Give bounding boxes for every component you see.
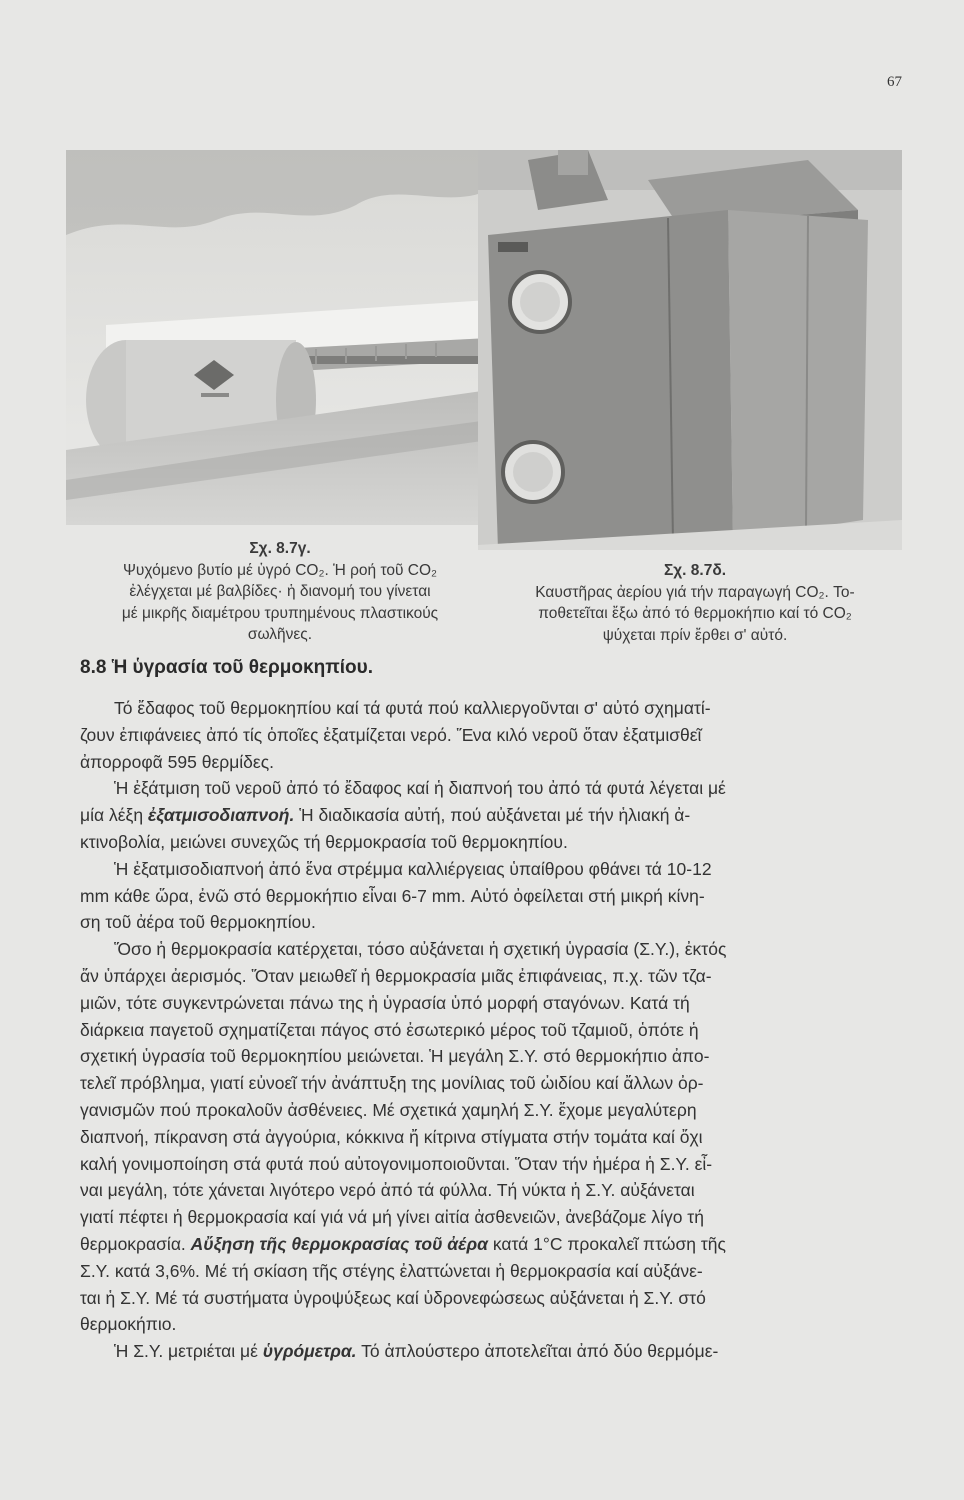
body-line: ἄν ὑπάρχει ἀερισμός. Ὅταν μειωθεῖ ἡ θερμοκρασία μιᾶς ἐπιφάνειας, π.χ. τῶν τζα- [80,965,712,986]
emphasized-term: ἐξατμισοδιαπνοή. [147,805,295,826]
figure-left-photo [66,150,489,525]
caption-line: Ψυχόμενο βυτίο μέ ὑγρό CO₂. Ἡ ροή τοῦ CO₂ [122,561,438,579]
figure-right-caption [505,560,885,646]
body-line [80,1231,920,1258]
tank-photo [66,150,489,525]
body-line: ζουν ἐπιφάνειες ἀπό τίς ὁποῖες ἐξατμίζεται νερό. Ἕνα κιλό νεροῦ ὅταν ἐξατμισθεῖ [80,724,702,745]
body-line [80,1338,920,1365]
body-line: γανισμῶν πού προκαλοῦν ἀσθένειες. Μέ σχετικά χαμηλή Σ.Υ. ἔχομε μεγαλύτερη [80,1099,697,1120]
body-line: καλή γονιμοποίηση στά φυτά πού αὐτογονιμοποιοῦνται. Ὅταν τήν ἡμέρα ἡ Σ.Υ. εἶ- [80,1153,713,1174]
body-line [80,802,920,829]
emphasized-term: Αὔξηση τῆς θερμοκρασίας τοῦ ἀέρα [190,1233,488,1254]
body-line-part: Ἡ Σ.Υ. μετριέται μέ [114,1341,263,1362]
body-line: Τό ἔδαφος τοῦ θερμοκηπίου καί τά φυτά πού καλλιεργοῦνται σ' αὐτό σχηματί- [114,698,711,718]
body-line: θερμοκήπιο. [80,1314,177,1335]
figure-left-label: Σχ. 8.7γ. [249,540,311,557]
body-line-part: κατά 1°C προκαλεῖ πτώση τῆς [487,1233,726,1254]
figure-right-photo [478,150,902,550]
body-line: Ἡ ἐξάτμιση τοῦ νεροῦ ἀπό τό ἔδαφος καί ἡ διαπνοή του ἀπό τά φυτά λέγεται μέ [114,778,726,799]
figure-left-caption [70,538,490,646]
body-line-part: θερμοκρασία. [80,1233,191,1254]
body-line-part: Ἡ διαδικασία αὐτή, πού αὐξάνεται μέ τήν ἡλιακή ἀ- [294,805,691,826]
body-line: Ὅσο ἡ θερμοκρασία κατέρχεται, τόσο αὐξάνεται ἡ σχετική ὑγρασία (Σ.Υ.), ἐκτός [114,939,727,960]
body-line: ἀπορροφᾶ 595 θερμίδες. [80,751,275,772]
body-line: γιατί πέφτει ἡ θερμοκρασία καί γιά νά μή γίνει αἰτία ἀσθενειῶν, ἀνεβάζομε λίγο τή [80,1207,704,1228]
emphasized-term: ὑγρόμετρα. [262,1341,357,1362]
body-line: ση τοῦ ἀέρα τοῦ θερμοκηπίου. [80,912,316,933]
body-line: mm κάθε ὥρα, ἐνῶ στό θερμοκήπιο εἶναι 6-7 mm. Αὐτό ὀφείλεται στή μικρή κίνη- [80,885,705,906]
caption-line: Καυστῆρας ἀερίου γιά τήν παραγωγή CO₂. Το- [535,583,855,601]
body-line-part: μία λέξη [80,805,148,826]
caption-line: σωλῆνες. [247,626,313,643]
body-line: διάρκεια παγετοῦ σχηματίζεται πάγος στό ἐσωτερικό μέρος τοῦ τζαμιοῦ, ὁπότε ἡ [80,1019,699,1040]
body-line: ναι μεγάλη, τότε χάνεται λιγότερο νερό ἀπό τά φύλλα. Τή νύκτα ἡ Σ.Υ. αὐξάνεται [80,1180,695,1201]
section-title: 8.8 Ἡ ὑγρασία τοῦ θερμοκηπίου. [80,657,373,678]
caption-line: ἐλέγχεται μέ βαλβίδες· ἡ διανομή του γίνεται [129,583,431,600]
body-line: μιῶν, τότε συγκεντρώνεται πάνω της ἡ ὑγρασία ὑπό μορφή σταγόνων. Κατά τή [80,992,690,1013]
page-number: 67 [887,74,902,90]
caption-line: ψύχεται πρίν ἔρθει σ' αὐτό. [602,626,788,644]
caption-line: μέ μικρῆς διαμέτρου τρυπημένους πλαστικούς [121,604,439,622]
figure-right-label: Σχ. 8.7δ. [663,562,727,579]
body-line: διαπνοή, πίκρανση στά ἀγγούρια, κόκκινα ἤ κίτρινα στίγματα στήν τομάτα καί ὄχι [80,1126,703,1147]
body-line: τελεῖ πρόβλημα, γιατί εὐνοεῖ τήν ἀνάπτυξη της μονίλιας τοῦ ὠιδίου καί ἄλλων ὀρ- [80,1073,704,1094]
burner-photo [478,150,902,550]
body-line: κτινοβολία, μειώνει συνεχῶς τή θερμοκρασία τοῦ θερμοκηπίου. [80,831,568,852]
body-line: Ἡ ἐξατμισοδιαπνοή ἀπό ἕνα στρέμμα καλλιέργειας ὑπαίθρου φθάνει τά 10-12 [114,858,712,879]
body-line: Σ.Υ. κατά 3,6%. Μέ τή σκίαση τῆς στέγης ἐλαττώνεται ἡ θερμοκρασία καί αὐξάνε- [80,1260,703,1281]
caption-line: ποθετεῖται ἔξω ἀπό τό θερμοκήπιο καί τό CO₂ [538,605,852,622]
body-text [80,695,920,1365]
body-line: ται ἡ Σ.Υ. Μέ τά συστήματα ὑγροψύξεως καί ὑδρονεφώσεως αὐξάνεται ἡ Σ.Υ. στό [80,1287,706,1308]
body-line: σχετική ὑγρασία τοῦ θερμοκηπίου μειώνεται. Ἡ μεγάλη Σ.Υ. στό θερμοκήπιο ἀπο- [80,1046,710,1067]
body-line-part: Τό ἁπλούστερο ἀποτελεῖται ἀπό δύο θερμόμε- [356,1341,719,1362]
